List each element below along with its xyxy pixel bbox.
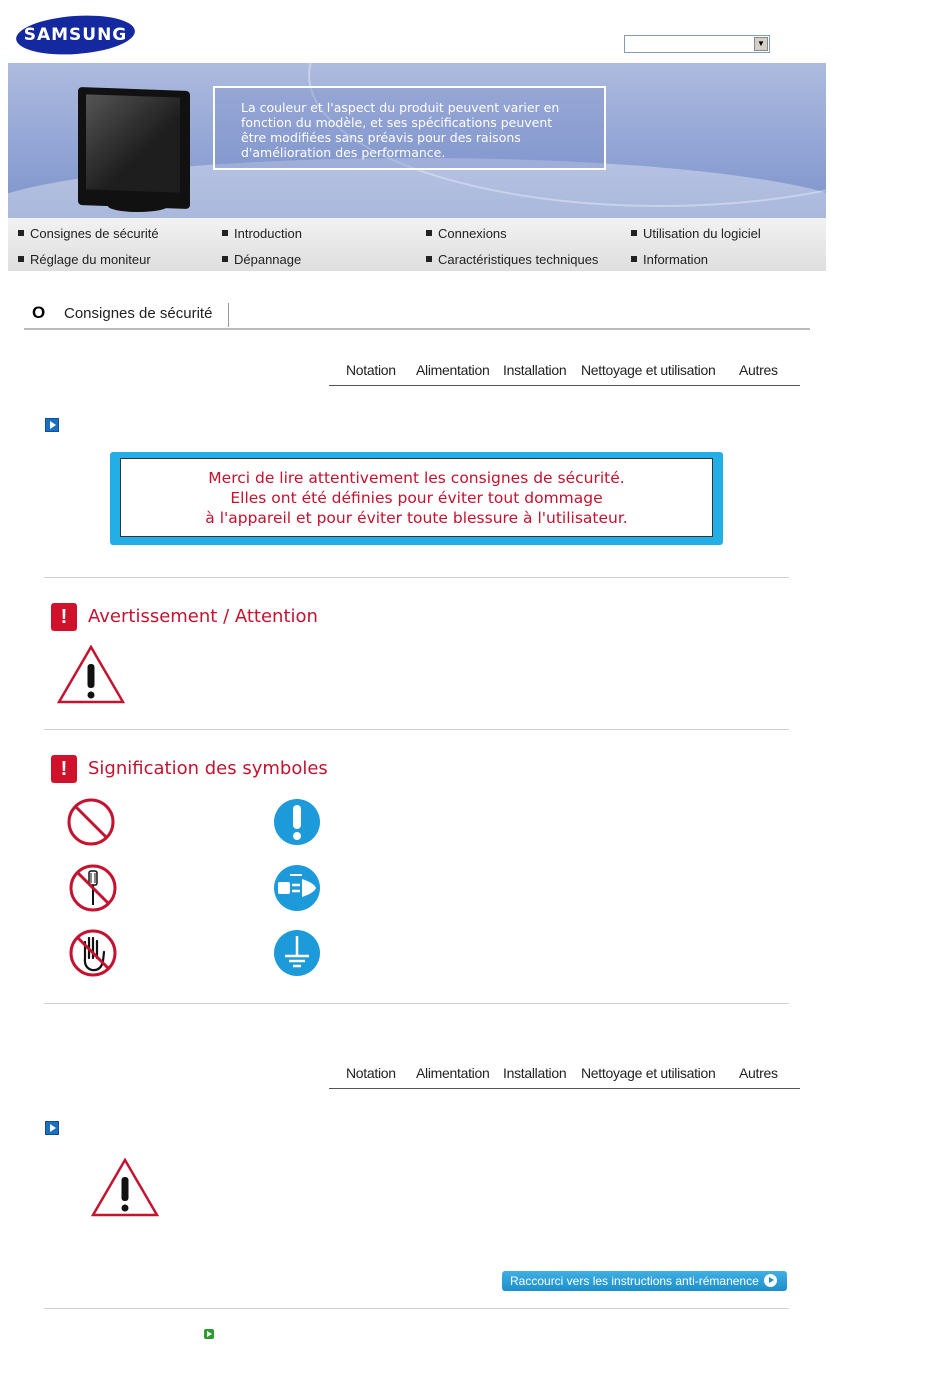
section-tabs (329, 1060, 800, 1089)
exclamation-badge-icon: ! (51, 603, 77, 631)
play-icon (45, 418, 59, 432)
divider (44, 1003, 789, 1004)
section-tabs (329, 357, 800, 386)
warning-triangle-icon (91, 1157, 159, 1217)
anti-burn-shortcut-label: Raccourci vers les instructions anti-rémanence (510, 1274, 759, 1288)
safety-notice-box (110, 452, 723, 545)
mandatory-icon (272, 797, 322, 847)
monitor-image (78, 87, 190, 209)
menu-item-label: Utilisation du logiciel (643, 226, 761, 241)
bullet-icon (18, 256, 24, 262)
safety-notice-line: Merci de lire attentivement les consignes de sécurité. (208, 469, 625, 487)
menu-item-label: Consignes de sécurité (30, 226, 159, 241)
menu-item-information[interactable] (631, 252, 708, 267)
menu-item-label: Connexions (438, 226, 507, 241)
divider (24, 328, 810, 330)
menu-item-depannage[interactable] (222, 252, 301, 267)
section-marker: O (32, 303, 46, 322)
tab-nettoyage[interactable]: Nettoyage et utilisation (581, 1065, 716, 1081)
tab-notation[interactable]: Notation (346, 1065, 396, 1081)
divider (44, 577, 789, 578)
do-not-disassemble-icon (68, 863, 118, 913)
tab-autres[interactable]: Autres (739, 1065, 778, 1081)
language-select[interactable] (624, 35, 770, 53)
bullet-icon (18, 230, 24, 236)
warning-triangle-icon (57, 644, 125, 704)
bullet-icon (426, 230, 432, 236)
page-title: Consignes de sécurité (64, 305, 213, 322)
menu-item-logiciel[interactable] (631, 226, 761, 241)
prohibited-icon (66, 797, 116, 847)
menu-item-label: Information (643, 252, 709, 267)
menu-item-caracteristiques[interactable] (426, 252, 598, 267)
anti-burn-shortcut-button[interactable] (502, 1271, 787, 1291)
warning-heading: Avertissement / Attention (88, 606, 318, 627)
safety-notice-line: Elles ont été définies pour éviter tout dommage (230, 489, 603, 507)
tab-installation[interactable]: Installation (503, 362, 567, 378)
divider (228, 303, 229, 327)
chevron-down-icon[interactable]: ▼ (754, 37, 768, 51)
bullet-icon (631, 256, 637, 262)
tab-notation[interactable]: Notation (346, 362, 396, 378)
tab-autres[interactable]: Autres (739, 362, 778, 378)
safety-notice-line: à l'appareil et pour éviter toute blessure à l'utilisateur. (205, 509, 628, 527)
play-icon (45, 1121, 59, 1135)
divider (44, 1308, 789, 1309)
symbols-heading: Signification des symboles (88, 758, 328, 779)
divider (44, 729, 789, 730)
menu-item-label: Introduction (234, 226, 302, 241)
menu-item-connexions[interactable] (426, 226, 507, 241)
logo-text: SAMSUNG (23, 25, 128, 45)
tab-alimentation[interactable]: Alimentation (416, 362, 490, 378)
banner-notice-line: d'amélioration des performance. (241, 145, 446, 160)
bullet-icon (222, 256, 228, 262)
do-not-touch-icon (68, 928, 118, 978)
menu-item-label: Dépannage (234, 252, 302, 267)
next-arrow-icon[interactable] (204, 1329, 214, 1339)
banner-notice-line: fonction du modèle, et ses spécifications peuvent (241, 115, 553, 130)
samsung-logo[interactable] (16, 16, 135, 54)
exclamation-badge-icon: ! (51, 755, 77, 783)
menu-item-introduction[interactable] (222, 226, 302, 241)
unplug-icon (272, 863, 322, 913)
banner-notice-line: La couleur et l'aspect du produit peuvent varier en (241, 100, 560, 115)
ground-icon (272, 928, 322, 978)
banner-notice (213, 86, 606, 170)
menu-item-consignes[interactable] (18, 226, 159, 241)
tab-alimentation[interactable]: Alimentation (416, 1065, 490, 1081)
menu-item-label: Réglage du moniteur (30, 252, 151, 267)
monitor-screen (86, 94, 180, 192)
bullet-icon (631, 230, 637, 236)
menu-item-label: Caractéristiques techniques (438, 252, 599, 267)
arrow-right-icon (764, 1274, 777, 1287)
product-banner (8, 63, 826, 218)
main-menu (8, 218, 826, 271)
bullet-icon (426, 256, 432, 262)
safety-notice-text (120, 458, 713, 537)
menu-item-reglage[interactable] (18, 252, 151, 267)
tab-installation[interactable]: Installation (503, 1065, 567, 1081)
bullet-icon (222, 230, 228, 236)
banner-notice-line: être modifiées sans préavis pour des raisons (241, 130, 521, 145)
tab-nettoyage[interactable]: Nettoyage et utilisation (581, 362, 716, 378)
